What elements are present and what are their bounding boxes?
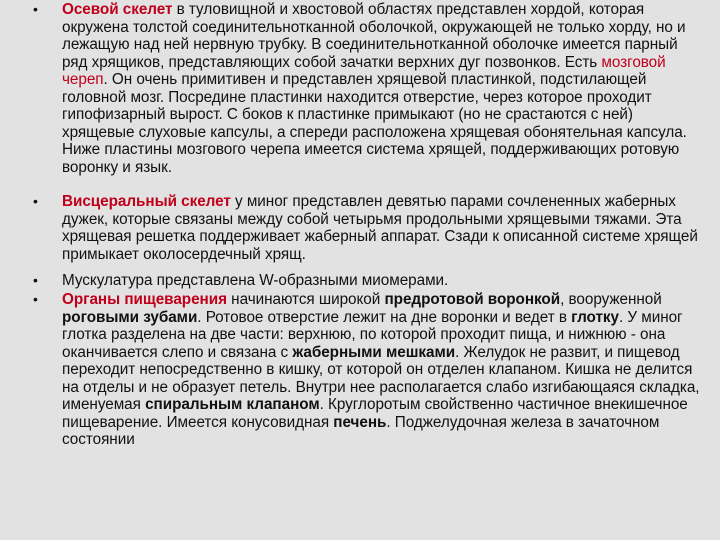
bullet-dot-icon: • — [33, 193, 38, 209]
paragraph-text: в туловищной и хвостовой областях представлен хордой, которая окружена толстой соединительнотканной оболочкой, окружающей не только хорду, но и лежащую над ней нервную трубку. В соединительнотканной оболочке имеется парный ряд хрящиков, представляющих собой зачатки верхних дуг позвонков. Есть — [62, 1, 686, 71]
paragraph-text: . Поджелудочная железа в зачаточном состоянии — [62, 413, 660, 448]
bold-term: роговыми зубами — [62, 308, 198, 326]
bullet-dot-icon: • — [33, 291, 38, 307]
term-brain-skull: мозговой череп — [62, 53, 666, 88]
paragraph-text: начинаются широкой — [226, 291, 385, 308]
paragraph-text: . Круглоротым свойственно частичное внекишечное пищеварение. Имеется конусовидная — [62, 396, 688, 431]
bold-term: спиральным клапаном — [145, 396, 320, 413]
paragraph-text: . Желудок не развит, и пищевод переходит непосредственно в кишку, от которой он отделен клапаном. Кишка не делится на отделы и не образует петель. Внутри нее располагается слабо изгибающаяся складка, именуемая — [62, 343, 700, 413]
paragraph-text: , вооруженной — [560, 291, 662, 308]
paragraph-text: . Он очень примитивен и представлен хрящевой пластинкой, подстилающей головной мозг. Посредине пластинки находится отверстие, через которое проходит гипофизарный вырост. С боков к пластинке примыкают (но не срастаются с ней) хрящевые слуховые капсулы, а спереди расположена хрящевая обонятельная капсула. Ниже пластины мозгового черепа имеется система хрящей, поддерживающих ротовую воронку и язык. — [62, 71, 687, 176]
term-axial-skeleton: Осевой скелет — [62, 1, 173, 18]
bold-term: печень — [333, 413, 387, 431]
list-item-axial-skeleton — [0, 1, 720, 176]
bold-term: глотку — [571, 308, 619, 326]
bullet-dot-icon: • — [33, 272, 38, 288]
list-item-visceral-skeleton — [0, 193, 720, 263]
bullet-dot-icon: • — [33, 1, 38, 17]
bold-term: жаберными мешками — [292, 343, 456, 361]
term-digestive-organs: Органы пищеварения — [62, 291, 227, 308]
paragraph-text: . У миног глотка разделена на две части: верхнюю, по которой проходит пища, и нижнюю - она оканчивается слепо и связана с — [62, 308, 683, 361]
paragraph-text: Мускулатура представлена W-образными миомерами. — [62, 272, 449, 289]
list-item-digestive-organs — [0, 291, 720, 449]
paragraph-text: у миног представлен девятью парами сочлененных жаберных дужек, которые связаны между собой четырьмя продольными хрящевыми тяжами. Эта хрящевая решетка поддерживает жаберный аппарат. Сзади к описанной системе хрящей примыкает околосердечный хрящ. — [62, 193, 698, 263]
bold-term: предротовой воронкой — [384, 291, 561, 308]
paragraph-text: . Ротовое отверстие лежит на дне воронки и ведет в — [197, 308, 572, 326]
term-visceral-skeleton: Висцеральный скелет — [62, 193, 231, 210]
list-item-musculature — [0, 272, 720, 290]
